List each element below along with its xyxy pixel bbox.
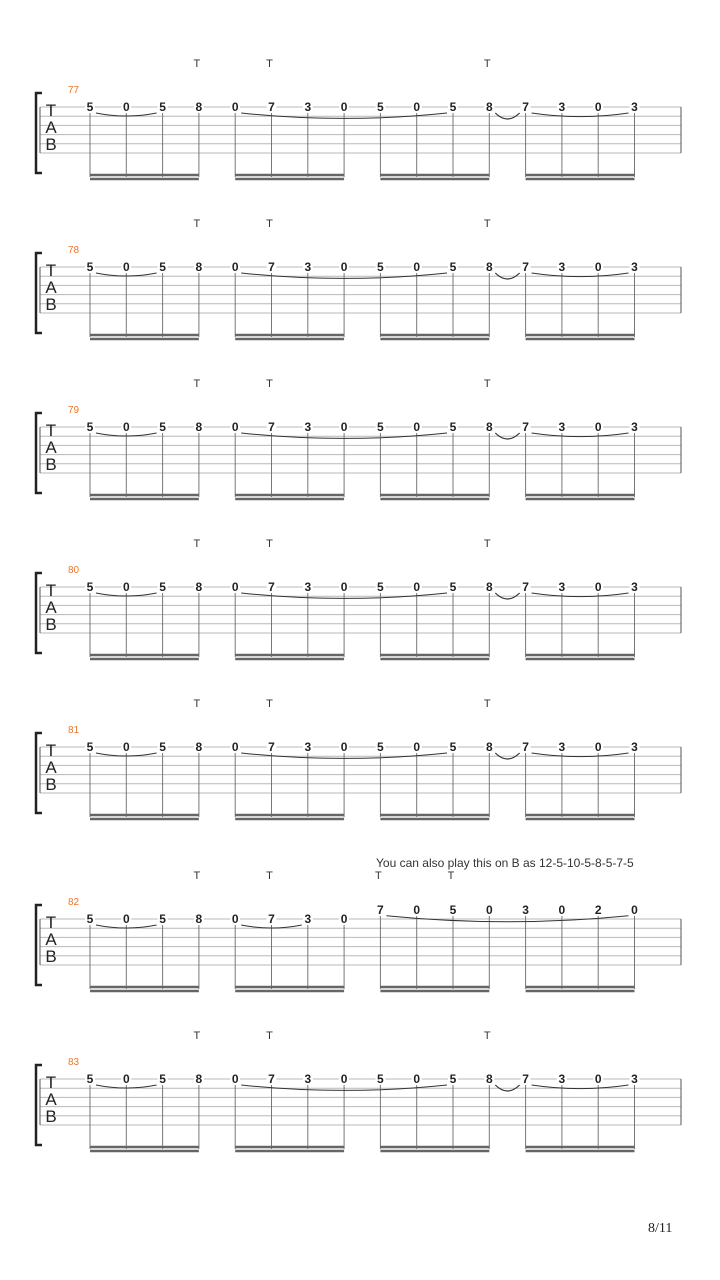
system-bracket	[36, 905, 42, 985]
tap-marker: T	[266, 1030, 273, 1042]
tab-clef-letter: T	[45, 1073, 57, 1092]
fret-number: 5	[86, 580, 94, 594]
fret-number: 0	[631, 902, 638, 917]
fret-number: 5	[159, 1072, 166, 1086]
measure-number: 78	[68, 245, 80, 256]
fret-number: 0	[340, 420, 348, 434]
system-bracket	[36, 733, 42, 813]
annotation-text: You can also play this on B as 12-5-10-5-8-5-7-5	[376, 856, 634, 870]
tap-marker: T	[266, 378, 273, 390]
fret-number: 8	[195, 260, 203, 274]
fret-number: 0	[122, 912, 130, 926]
fret-number: 0	[594, 100, 602, 114]
tap-marker: T	[483, 538, 491, 550]
fret-number: 0	[231, 580, 239, 594]
tab-clef-letter: T	[45, 913, 57, 932]
tap-marker: T	[193, 1030, 201, 1042]
fret-number: 5	[159, 420, 166, 434]
fret-number: 3	[631, 100, 638, 114]
tap-marker: T	[266, 218, 273, 230]
fret-number: 5	[377, 740, 384, 754]
fret-number: 5	[449, 1072, 457, 1086]
tab-clef-letter: B	[45, 295, 57, 314]
fret-number: 5	[86, 740, 94, 754]
fret-number: 3	[304, 580, 312, 594]
fret-number: 0	[122, 1072, 130, 1086]
fret-number: 5	[159, 100, 166, 114]
fret-number: 5	[449, 580, 457, 594]
fret-number: 0	[413, 740, 421, 754]
fret-number: 0	[340, 580, 348, 594]
measure-number: 83	[68, 1057, 80, 1068]
tap-marker: T	[483, 1030, 491, 1042]
fret-number: 8	[485, 1072, 493, 1086]
fret-number: 0	[594, 580, 602, 594]
fret-number: 5	[377, 260, 384, 274]
fret-number: 7	[268, 1072, 275, 1086]
fret-number: 3	[304, 1072, 312, 1086]
fret-number: 0	[413, 902, 421, 917]
fret-number: 3	[304, 740, 312, 754]
fret-number: 0	[413, 100, 421, 114]
fret-number: 0	[558, 902, 566, 917]
fret-number: 3	[558, 580, 566, 594]
fret-number: 5	[377, 420, 384, 434]
fret-number: 5	[377, 580, 384, 594]
fret-number: 7	[522, 100, 529, 114]
tab-clef-letter: B	[45, 615, 57, 634]
tab-clef-letter: A	[45, 438, 57, 457]
tab-clef-letter: B	[45, 135, 57, 154]
fret-number: 3	[631, 1072, 638, 1086]
fret-number: 3	[304, 100, 312, 114]
fret-number: 7	[522, 260, 529, 274]
fret-number: 0	[594, 740, 602, 754]
fret-number: 3	[558, 420, 566, 434]
fret-number: 3	[304, 260, 312, 274]
fret-number: 7	[522, 1072, 529, 1086]
fret-number: 5	[86, 912, 94, 926]
tab-clef-letter: T	[45, 261, 57, 280]
fret-number: 7	[268, 740, 275, 754]
measure-number: 80	[68, 565, 80, 576]
fret-number: 8	[195, 740, 203, 754]
fret-number: 7	[522, 420, 529, 434]
tab-clef-letter: A	[45, 278, 57, 297]
tab-clef-letter: B	[45, 1107, 57, 1126]
tab-clef-letter: A	[45, 598, 57, 617]
fret-number: 3	[558, 1072, 566, 1086]
fret-number: 3	[304, 420, 312, 434]
tab-clef-letter: T	[45, 581, 57, 600]
fret-number: 2	[594, 902, 602, 917]
fret-number: 5	[159, 260, 166, 274]
fret-number: 8	[195, 912, 203, 926]
tap-marker: T	[483, 698, 491, 710]
tap-marker: T	[193, 698, 201, 710]
fret-number: 3	[558, 100, 566, 114]
tab-system	[36, 698, 681, 819]
tab-clef-letter: A	[45, 758, 57, 777]
tap-marker: T	[483, 378, 491, 390]
fret-number: 0	[413, 580, 421, 594]
tap-marker: T	[483, 218, 491, 230]
tap-marker: T	[266, 538, 273, 550]
fret-number: 5	[86, 260, 94, 274]
tap-marker: T	[266, 870, 273, 882]
fret-number: 5	[86, 420, 94, 434]
fret-number: 5	[449, 740, 457, 754]
tap-marker: T	[193, 218, 201, 230]
fret-number: 0	[594, 1072, 602, 1086]
fret-number: 0	[231, 912, 239, 926]
fret-number: 0	[122, 740, 130, 754]
tab-clef-letter: B	[45, 455, 57, 474]
system-bracket	[36, 253, 42, 333]
page-number: 8/11	[648, 1221, 673, 1236]
fret-number: 5	[159, 740, 166, 754]
fret-number: 3	[558, 260, 566, 274]
fret-number: 0	[340, 912, 348, 926]
fret-number: 0	[340, 100, 348, 114]
fret-number: 8	[485, 260, 493, 274]
measure-number: 81	[68, 725, 80, 736]
fret-number: 0	[231, 100, 239, 114]
tap-marker: T	[193, 538, 201, 550]
tab-clef-letter: A	[45, 1090, 57, 1109]
tab-clef-letter: T	[45, 101, 57, 120]
fret-number: 0	[340, 740, 348, 754]
fret-number: 0	[231, 740, 239, 754]
fret-number: 0	[122, 100, 130, 114]
measure-number: 82	[68, 897, 80, 908]
fret-number: 7	[268, 420, 275, 434]
fret-number: 0	[231, 420, 239, 434]
tab-system	[36, 218, 681, 339]
fret-number: 0	[340, 1072, 348, 1086]
fret-number: 5	[449, 260, 457, 274]
fret-number: 3	[631, 260, 638, 274]
fret-number: 0	[122, 420, 130, 434]
tap-marker: T	[483, 58, 491, 70]
fret-number: 8	[485, 580, 493, 594]
tab-clef-letter: A	[45, 930, 57, 949]
tab-system	[36, 856, 681, 991]
tap-marker: T	[447, 870, 455, 882]
tap-marker: T	[193, 378, 201, 390]
fret-number: 3	[631, 740, 638, 754]
fret-number: 3	[558, 740, 566, 754]
fret-number: 5	[377, 100, 384, 114]
fret-number: 8	[485, 740, 493, 754]
fret-number: 5	[86, 100, 94, 114]
fret-number: 3	[631, 420, 638, 434]
fret-number: 0	[594, 260, 602, 274]
fret-number: 0	[413, 260, 421, 274]
fret-number: 7	[377, 902, 384, 917]
tab-clef-letter: B	[45, 947, 57, 966]
fret-number: 3	[304, 912, 312, 926]
tap-marker: T	[266, 58, 273, 70]
system-bracket	[36, 93, 42, 173]
fret-number: 5	[449, 100, 457, 114]
fret-number: 5	[86, 1072, 94, 1086]
tap-marker: T	[375, 870, 382, 882]
measure-number: 79	[68, 405, 80, 416]
fret-number: 0	[231, 1072, 239, 1086]
fret-number: 3	[522, 902, 529, 917]
tap-marker: T	[266, 698, 273, 710]
fret-number: 8	[195, 100, 203, 114]
fret-number: 8	[195, 580, 203, 594]
fret-number: 7	[268, 260, 275, 274]
tab-clef-letter: B	[45, 775, 57, 794]
fret-number: 0	[340, 260, 348, 274]
fret-number: 7	[522, 580, 529, 594]
tab-system	[36, 378, 681, 499]
tap-marker: T	[193, 58, 201, 70]
fret-number: 0	[485, 902, 493, 917]
measure-number: 77	[68, 85, 80, 96]
fret-number: 7	[268, 912, 275, 926]
tab-clef-letter: A	[45, 118, 57, 137]
system-bracket	[36, 413, 42, 493]
fret-number: 8	[195, 420, 203, 434]
fret-number: 8	[195, 1072, 203, 1086]
fret-number: 7	[522, 740, 529, 754]
system-bracket	[36, 1065, 42, 1145]
fret-number: 7	[268, 100, 275, 114]
system-bracket	[36, 573, 42, 653]
tab-clef-letter: T	[45, 741, 57, 760]
tab-system	[36, 538, 681, 659]
tab-clef-letter: T	[45, 421, 57, 440]
fret-number: 7	[268, 580, 275, 594]
fret-number: 0	[122, 260, 130, 274]
fret-number: 0	[594, 420, 602, 434]
fret-number: 5	[449, 420, 457, 434]
tap-marker: T	[193, 870, 201, 882]
tab-system	[36, 1030, 681, 1151]
fret-number: 8	[485, 420, 493, 434]
fret-number: 0	[413, 420, 421, 434]
fret-number: 8	[485, 100, 493, 114]
fret-number: 0	[122, 580, 130, 594]
fret-number: 0	[413, 1072, 421, 1086]
fret-number: 5	[159, 912, 166, 926]
fret-number: 5	[159, 580, 166, 594]
tab-system	[36, 58, 681, 179]
fret-number: 5	[377, 1072, 384, 1086]
fret-number: 3	[631, 580, 638, 594]
fret-number: 0	[231, 260, 239, 274]
fret-number: 5	[449, 902, 457, 917]
